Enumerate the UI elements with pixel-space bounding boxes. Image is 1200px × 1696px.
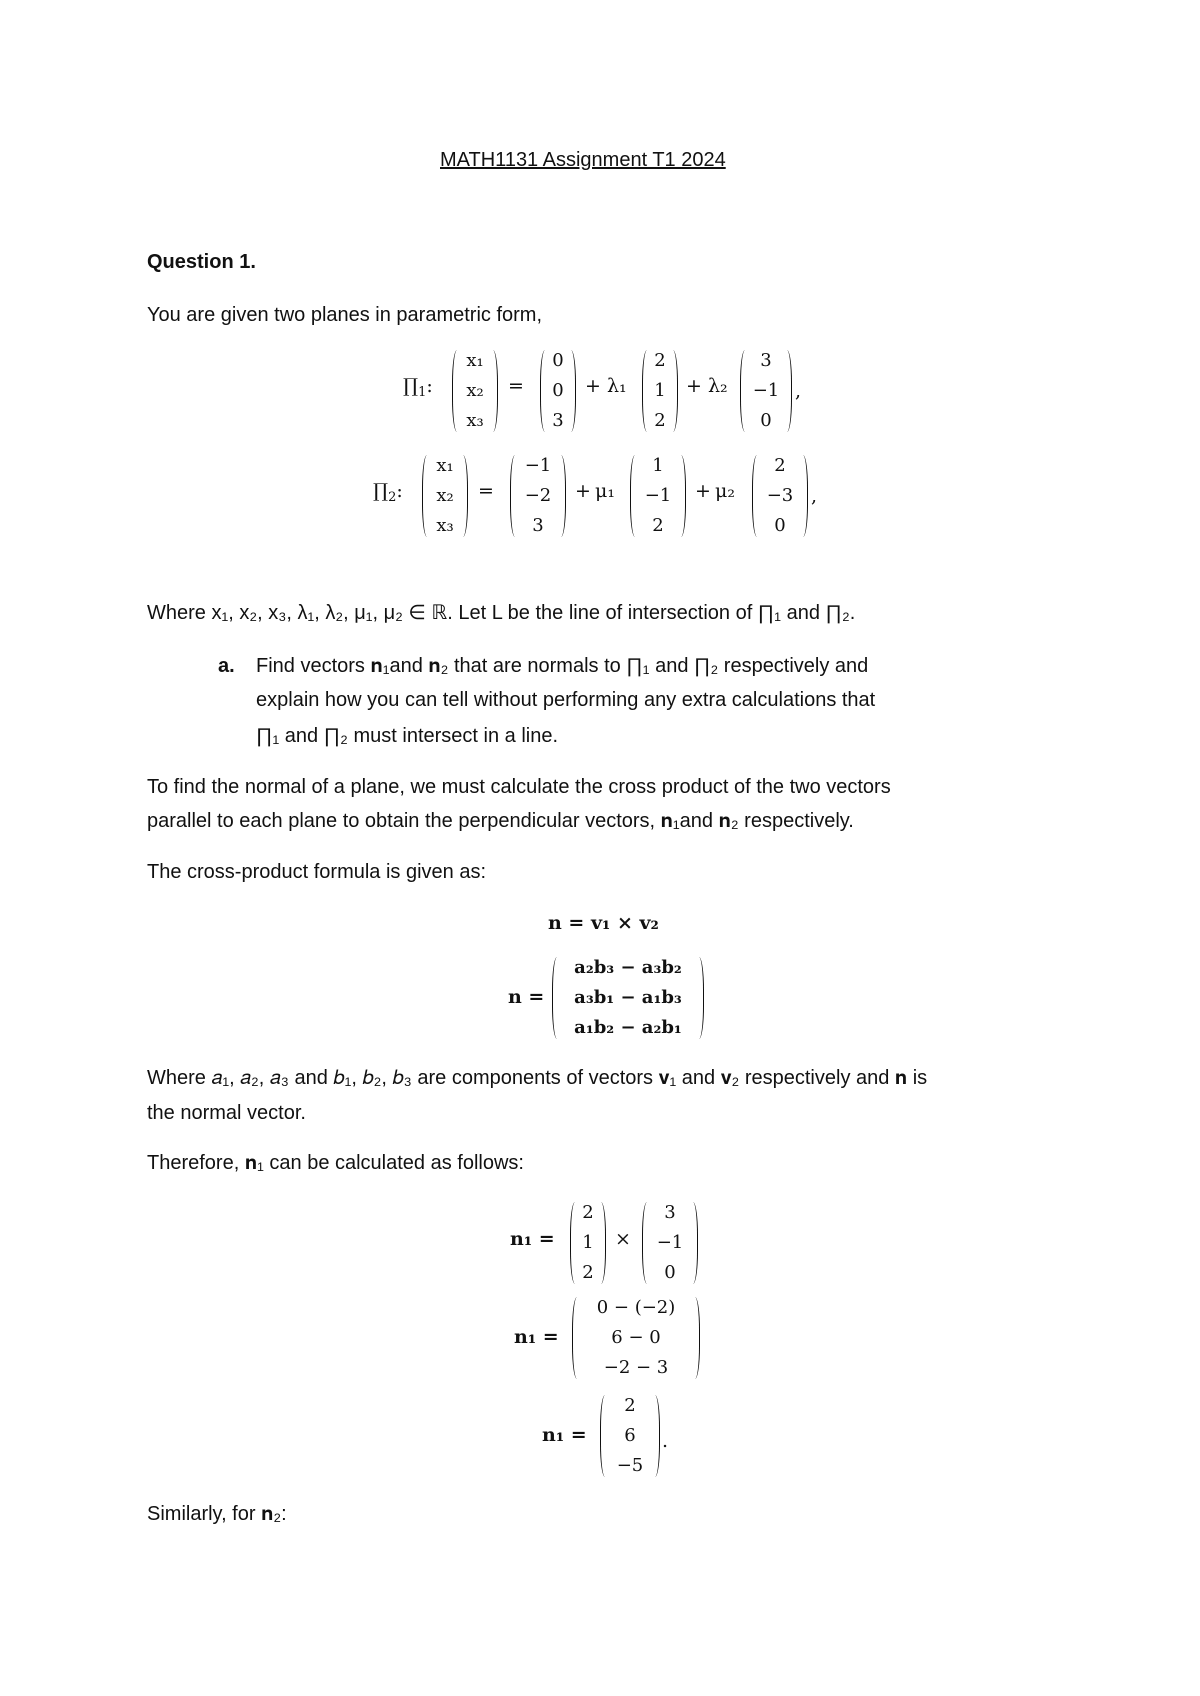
similarly-text: Similarly, for 𝐧₂: <box>147 1503 287 1525</box>
page-title: MATH1131 Assignment T1 2024 <box>440 149 726 171</box>
part-a-line2: explain how you can tell without performing any extra calculations that <box>256 689 876 711</box>
part-a-label: a. <box>218 655 235 677</box>
question-heading: Question 1. <box>147 251 256 273</box>
calc1-vector-a: 2 1 2 <box>570 1202 606 1284</box>
part-a-line3: ∏₁ and ∏₂ must intersect in a line. <box>256 725 559 747</box>
plane1-param1: λ₁ <box>607 375 627 397</box>
plane2-param1: μ₁ <box>595 480 615 502</box>
intro-text: You are given two planes in parametric form, <box>147 304 543 326</box>
plane1-param2: λ₂ <box>708 375 728 397</box>
document-page: MATH1131 Assignment T1 2024 Question 1. You are given two planes in parametric form, $\prod_1$: x₁ x₂ x₃ = 0 0 3 + λ₁ 2 1 2 + λ₂ 3 −1 0 , $\prod_2$: x₁ x₂ x₃ = −1 −2 3 + μ₁ 1 −1 2 + μ₂ 2 −3 0 , Where x₁, x₂, x₃, λ₁, λ₂, μ₁, μ₂ ∈ ℝ. Let L be the line of intersection of ∏₁ and ∏₂. a. Find vectors 𝐧₁and 𝐧₂ that are normals to ∏₁ and ∏₂ respectively and explain how you can tell without performing any extra calculations that ∏₁ and ∏₂ must intersect in a line. To find the normal of a plane, we must calculate the cross product of the two vectors parallel to each plane to obtain the perpendicular vectors, 𝐧₁and 𝐧₂ respectively. The cross-product formula is given as: 𝐧 = 𝐯₁ × 𝐯₂ 𝐧 = 𝐚₂𝐛₃ − 𝐚₃𝐛₂ 𝐚₃𝐛₁ − 𝐚₁𝐛₃ 𝐚₁𝐛₂ − 𝐚₂𝐛₁ Where 𝑎₁, 𝑎₂, 𝑎₃ and 𝑏₁, 𝑏₂, 𝑏₃ are components of vectors 𝐯₁ and 𝐯₂ respectively and 𝐧 is the normal vector. Therefore, 𝐧₁ can be calculated as follows: 𝐧₁ = 2 1 2 × 3 −1 0 𝐧₁ = 0 − (−2) 6 − 0 −2 − 3 𝐧₁ = 2 6 −5 . Similarly, for 𝐧₂: <box>0 0 1200 1696</box>
paragraph-1-line2: parallel to each plane to obtain the perpendicular vectors, 𝐧₁and 𝐧₂ respectively. <box>147 810 854 832</box>
plane2-label: $\prod_2$: <box>373 480 403 505</box>
plane1-dir1-vector: 2 1 2 <box>642 350 678 432</box>
cross-product-equation: 𝐧 = 𝐯₁ × 𝐯₂ <box>548 912 659 934</box>
plane1-point-vector: 0 0 3 <box>540 350 576 432</box>
plane2-param2: μ₂ <box>715 480 735 502</box>
cross-product-matrix: 𝐚₂𝐛₃ − 𝐚₃𝐛₂ 𝐚₃𝐛₁ − 𝐚₁𝐛₃ 𝐚₁𝐛₂ − 𝐚₂𝐛₁ <box>552 957 704 1039</box>
plane1-lhs-vector: x₁ x₂ x₃ <box>452 350 498 432</box>
calc2-vector: 0 − (−2) 6 − 0 −2 − 3 <box>572 1297 700 1379</box>
where-line: Where x₁, x₂, x₃, λ₁, λ₂, μ₁, μ₂ ∈ ℝ. Let L be the line of intersection of ∏₁ and ∏₂. <box>147 602 856 624</box>
plane2-point-vector: −1 −2 3 <box>510 455 566 537</box>
where-components-line1: Where 𝑎₁, 𝑎₂, 𝑎₃ and 𝑏₁, 𝑏₂, 𝑏₃ are components of vectors 𝐯₁ and 𝐯₂ respectively and 𝐧 is <box>147 1067 928 1089</box>
plane1-dir2-vector: 3 −1 0 <box>740 350 792 432</box>
paragraph-1-line1: To find the normal of a plane, we must calculate the cross product of the two vectors <box>147 776 891 798</box>
plane2-dir2-vector: 2 −3 0 <box>752 455 808 537</box>
cross-product-intro: The cross-product formula is given as: <box>147 861 487 883</box>
calc1-vector-b: 3 −1 0 <box>642 1202 698 1284</box>
plane2-lhs-vector: x₁ x₂ x₃ <box>422 455 468 537</box>
therefore-text: Therefore, 𝐧₁ can be calculated as follows: <box>147 1152 524 1174</box>
plane2-dir1-vector: 1 −1 2 <box>630 455 686 537</box>
plane1-label: $\prod_1$: <box>403 375 433 400</box>
part-a-line1: Find vectors 𝐧₁and 𝐧₂ that are normals to ∏₁ and ∏₂ respectively and <box>256 655 869 677</box>
where-components-line2: the normal vector. <box>147 1102 306 1124</box>
calc3-vector: 2 6 −5 <box>600 1395 660 1477</box>
